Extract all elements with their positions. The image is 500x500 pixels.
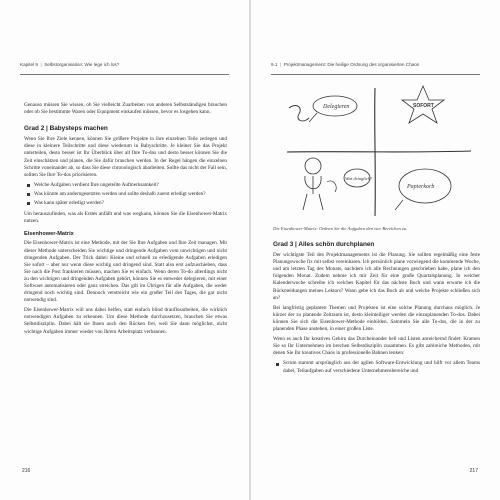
list-item: Was kann später erledigt werden? <box>34 200 227 207</box>
trash-arrow <box>395 200 403 210</box>
eisenhower-paragraph-1: Die Eisenhower-Matrix ist eine Methode, mit der Sie Ihre Aufgaben und Ihre Zeit managen. Mit dieser Methode unterscheiden Sie wichtige und dringende Aufgaben vom unwichtigen und nicht dringenden Aufgaben. Der Trick dabei: Kleine und schnell zu erledigende Aufgaben erledigen Sie sofort – aber nur wenn diese wichtig und dringend sind. Statt also erst aufzuschieben, dass Sie nach die Post frankieren müssen, machen Sie es einfach. Wenn deren To-do allerdings nicht zu den wichtigen und dringenden Aufgaben gehört, können Sie es entweder delegieren, mit einer Software automatisieren oder ganz streichen. Das gilt im Übrigen für alle Aufgaben, die weder dringend noch wichtig sind. Dennoch verstreicht wie ein großer Teil des Tages, die gar nicht notwendig sind. <box>24 240 227 304</box>
heading-babysteps: Grad 2 | Babysteps machen <box>24 125 108 133</box>
header-separator: | <box>278 62 283 67</box>
figure-caption: Die Eisenhower-Matrix: Ordnen Sie die Aufgaben den vier Bereichen zu. <box>273 226 408 231</box>
right-running-header <box>271 62 480 75</box>
horizontal-axis <box>287 151 471 152</box>
intro-paragraph: Genauso müssen Sie wissen, ob Sie vielleicht Zuarbeiten von anderen Selbstständigen brauchen oder ob Sie bestimmte Waren oder Equipment einkaufen müssen, bevor es losgehen kann. <box>24 102 227 116</box>
plan-paragraph-3: Wenn es auch Ihr kreatives Gehirn das Durcheinander hell und Listen anreichernd findet: Kramen Sie so Ihr Unternehmen im brechen Selbstdisziplin zusammen. Es gibt zahlreiche Methoden, mit denen Sie Ihr kreatives Chaos in professionelle Bahnen lenken: <box>273 336 480 357</box>
left-header-section: Selbstorganisation: Wie lege ich los? <box>44 62 120 67</box>
matrix-sketch <box>273 82 478 222</box>
list-item: Scrum stammt ursprünglich aus der agilen Software-Entwicklung und hilft vor allem Teams dabei, Teilaufgaben auf verschiedene Unternehmensbereiche und <box>283 360 480 374</box>
eisenhower-intro-paragraph: Um herauszufinden, was als Erstes anfällt und was wegkann, können Sie die Eisenhower-Matrix nutzen. <box>24 211 227 225</box>
pen-icon <box>289 106 309 121</box>
delegate-arrow <box>309 113 317 122</box>
heading-eisenhower: Eisenhower-Matrix <box>24 231 74 238</box>
left-running-header <box>20 62 229 75</box>
eisenhower-matrix-illustration <box>273 82 478 222</box>
left-text-column <box>24 102 227 339</box>
plan-paragraph-1: Der wichtigste Teil des Projektmanagements ist die Planung. Sie sollten regelmäßig eine feste Planungswoche fix mit selbst vereinbaren. Ich persönlich plane vorwiegend die kommende Woche, und am letzten Tag des Monats, nachdem ich alle Rechnungen geschrieben habe, plane ich den folgenden Monat. Zudem nehme ich mir Zeit für eine große Quartalsplanung. In welcher Kalenderwoche schreibe ich welches Kapitel für das nächste Buch und wann erwarte ich die Rückmeldungen meines Lektors? Wann gebe ich das Buch ab und welche Projekte schließen sich an? <box>273 252 480 301</box>
right-header-chapter: 9.1 <box>271 62 278 67</box>
label-sofort: SOFORT <box>413 103 434 109</box>
right-page <box>251 0 500 500</box>
plan-paragraph-2: Bei langfristig geplanten Themen und Projekten ist eine solche Planung durchaus möglich. Je kürzer der zu planende Zeitraum ist, desto kleinteiliger werden die einzuplanenden To-dos. Dabei können Sie sich die Eisenhower-Methode einbilden. Sammeln Sie alle To-dos, die in der zu planenden Phase anstehen, in einer großen Liste. <box>273 304 480 333</box>
babysteps-paragraph: Wenn Sie Ihre Ziele kennen, können Sie größere Projekte in ihre einzelnen Teile zerlegen und diese in kleinere Teilschritte und diese wiederum in Babyschritte. Je kleiner Sie das Projekt unterteilen, desto besser ist Ihr Überblick über all Ihre To-dos und desto besser können Sie die Zeit einschätzen und planen, die Sie dafür brauchen werden. In der Regel hängen die einzelnen Schritte voneinander ab, so dass Sie diese chronologisch abarbeiten. Sollte das nicht der Fall sein, sollten Sie Ihre To-dos priorisieren. <box>24 136 227 178</box>
priority-list <box>24 182 227 207</box>
left-header-chapter: Kapitel 9 <box>20 62 38 67</box>
figure-head-icon <box>305 158 321 174</box>
heading-plan: Grad 3 | Alles schön durchplanen <box>273 241 375 248</box>
right-text-column <box>273 80 480 379</box>
list-item: Was könnte am anderngesetzten werden und sollte deshalb zuerst erledigt werden? <box>34 191 227 198</box>
label-delegieren: Delegieren <box>323 104 350 110</box>
label-papierkorb: Papierkorb <box>407 184 435 190</box>
right-header-section: Projektmanagement: Die heilige Ordnung des organisierten Chaos <box>283 62 420 67</box>
eisenhower-paragraph-2: Die Eisenhower-Matrix will uns dabei helfen, statt einfach blind drauflosarbeiten, die wirklich notwendigen Aufgaben zu erkennen. Um diese Methode durchzusetzen, brauchen Sie etwas Selbstdisziplin. Dabei hält sie Ihnen auch den Rücken frei, weil Sie dann möglichst, nicht wichtige Aufgaben immer wieder von Ihrem Arbeitsplatz verbannen. <box>24 307 227 335</box>
left-page <box>0 0 249 500</box>
methods-list <box>273 360 480 374</box>
right-page-number: 217 <box>469 468 478 474</box>
figure-body-icon <box>303 176 323 210</box>
label-dringlich: Was dringlich? <box>345 176 373 181</box>
list-item: Welche Aufgaben verdient Ihre ungeteilte Aufmerksamkeit? <box>34 182 227 189</box>
coffee-cup-icon <box>327 181 336 192</box>
left-page-number: 216 <box>22 468 31 474</box>
header-separator: | <box>39 62 43 67</box>
